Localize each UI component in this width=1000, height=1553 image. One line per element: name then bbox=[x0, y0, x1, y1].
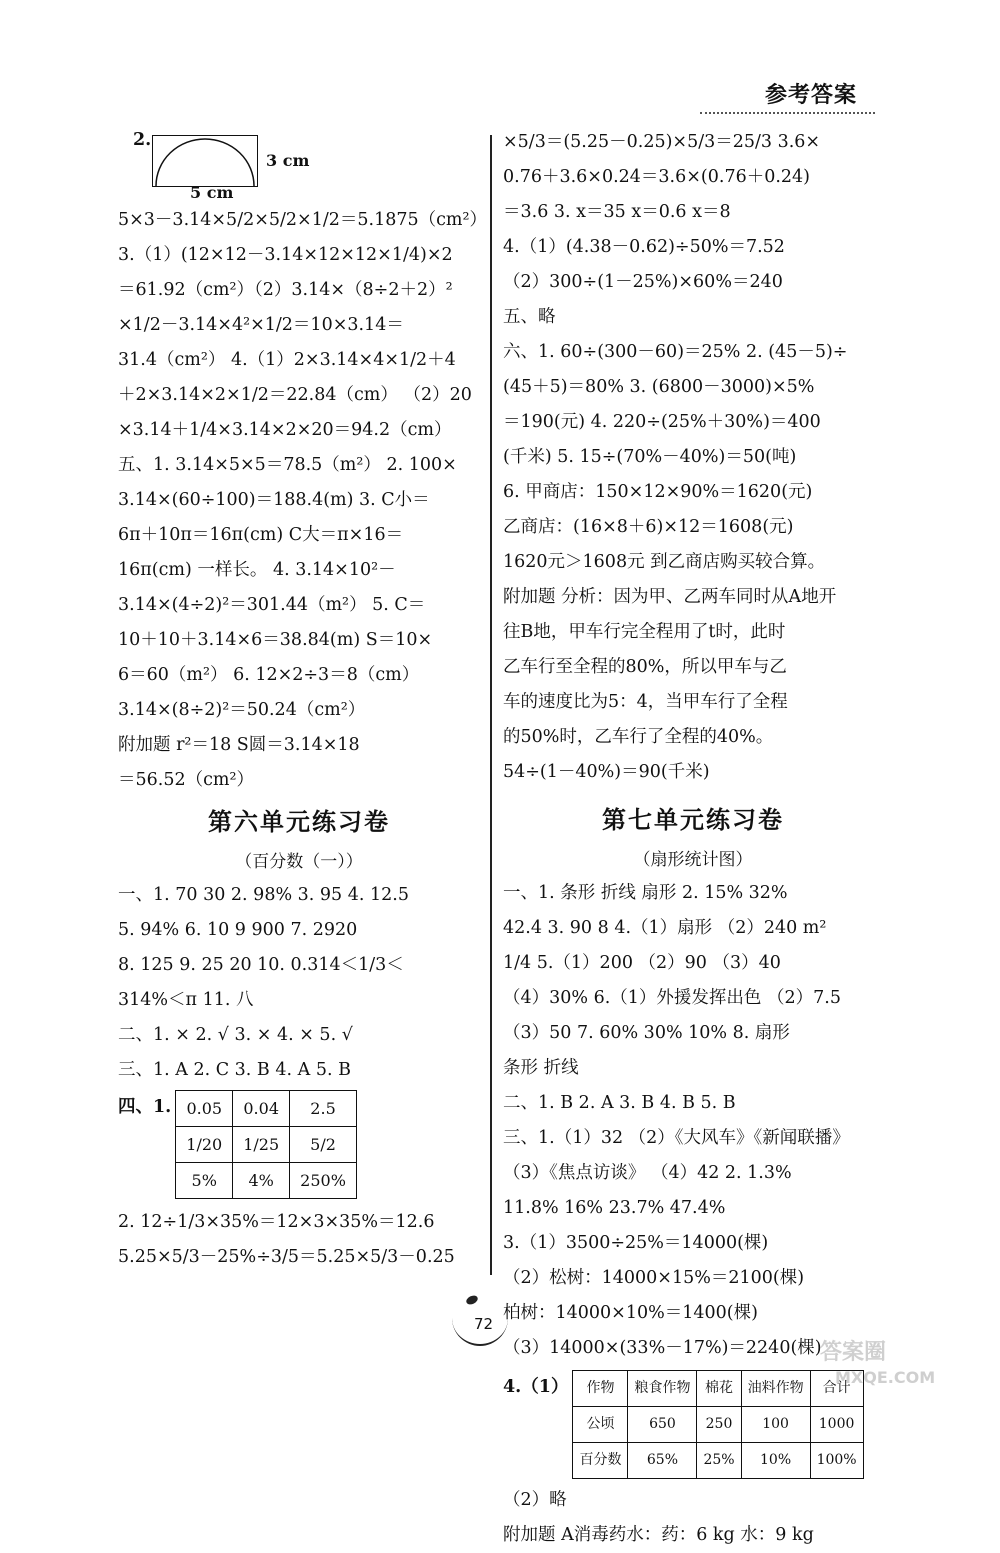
answer-line: 柏树：14000×10%＝1400(棵) bbox=[503, 1303, 758, 1323]
answer-line: 3.14×(60÷100)＝188.4(m) 3. C小＝ bbox=[118, 490, 430, 510]
left-answer-block-2 bbox=[118, 878, 480, 1088]
section6-title: 第六单元练习卷 bbox=[208, 808, 390, 836]
answer-line: 16π(cm) 一样长。 4. 3.14×10²－ bbox=[118, 560, 396, 580]
answer-line: 5. 94% 6. 10 9 900 7. 2920 bbox=[118, 920, 358, 940]
column-divider bbox=[490, 135, 492, 1275]
table-cell: 250% bbox=[290, 1163, 357, 1199]
answer-line: 5×3－3.14×5/2×5/2×1/2＝5.1875（cm²） bbox=[118, 210, 488, 230]
answer-line: ＝190(元) 4. 220÷(25%＋30%)＝400 bbox=[503, 412, 821, 432]
semicircle-shape bbox=[153, 136, 257, 186]
answer-line: 五、1. 3.14×5×5＝78.5（m²） 2. 100× bbox=[118, 455, 457, 475]
section7-subtitle: （扇形统计图） bbox=[633, 850, 753, 870]
answer-line: (45＋5)＝80% 3. (6800－3000)×5% bbox=[503, 377, 815, 397]
table-label: 四、1. bbox=[118, 1097, 172, 1117]
answer-line: （2）300÷(1－25%)×60%＝240 bbox=[503, 272, 783, 292]
section7-title: 第七单元练习卷 bbox=[602, 806, 784, 834]
table-cell: 粮食作物 bbox=[628, 1371, 697, 1407]
answer-line: ×5/3＝(5.25－0.25)×5/3＝25/3 3.6× bbox=[503, 132, 821, 152]
answer-line: （3）50 7. 60% 30% 10% 8. 扇形 bbox=[503, 1023, 790, 1043]
answer-line: 11.8% 16% 23.7% 47.4% bbox=[503, 1198, 726, 1218]
answer-line: 3.14×(4÷2)²＝301.44（m²） 5. C＝ bbox=[118, 595, 426, 615]
answer-line: 条形 折线 bbox=[503, 1058, 579, 1078]
crop-table bbox=[572, 1370, 863, 1479]
table-row-wrap bbox=[118, 1090, 480, 1199]
left-column bbox=[118, 125, 488, 1275]
answer-line: ×1/2－3.14×4²×1/2＝10×3.14＝ bbox=[118, 315, 404, 335]
answer-line: 10＋10＋3.14×6＝38.84(m) S＝10× bbox=[118, 630, 433, 650]
table-cell: 2.5 bbox=[290, 1091, 357, 1127]
table-cell: 5/2 bbox=[290, 1127, 357, 1163]
answer-line: 往B地，甲车行完全程用了t时，此时 bbox=[503, 622, 786, 642]
crop-table-label: 4.（1） bbox=[503, 1377, 569, 1397]
table-cell: 100 bbox=[741, 1407, 810, 1443]
table-cell: 合计 bbox=[810, 1371, 863, 1407]
table-cell: 1/20 bbox=[176, 1127, 233, 1163]
answer-line: ＝61.92（cm²）（2）3.14×（8÷2＋2）² bbox=[118, 280, 453, 300]
answer-line: 乙商店：(16×8＋6)×12＝1608(元) bbox=[503, 517, 794, 537]
answer-line: （2）略 bbox=[503, 1490, 567, 1510]
table-cell: 棉花 bbox=[697, 1371, 741, 1407]
table-cell: 油料作物 bbox=[741, 1371, 810, 1407]
answer-line: 8. 125 9. 25 20 10. 0.314＜1/3＜ bbox=[118, 955, 404, 975]
answer-line: 54÷(1－40%)＝90(千米) bbox=[503, 762, 710, 782]
answer-line: 42.4 3. 90 8 4.（1）扇形 （2）240 m² bbox=[503, 918, 827, 938]
diagram-number: 2. bbox=[133, 130, 152, 150]
answer-line: 二、1. B 2. A 3. B 4. B 5. B bbox=[503, 1093, 736, 1113]
table-cell: 0.05 bbox=[176, 1091, 233, 1127]
answer-line: 六、1. 60÷(300－60)＝25% 2. (45－5)÷ bbox=[503, 342, 848, 362]
answer-line: ＋2×3.14×2×1/2＝22.84（cm） （2）20 bbox=[118, 385, 472, 405]
width-label: 5 cm bbox=[190, 183, 234, 202]
answer-line: 的50%时，乙车行了全程的40%。 bbox=[503, 727, 774, 747]
answer-line: 3.（1）(12×12－3.14×12×12×1/4)×2 bbox=[118, 245, 453, 265]
table-cell: 25% bbox=[697, 1443, 741, 1479]
answer-line: 2. 12÷1/3×35%＝12×3×35%＝12.6 bbox=[118, 1212, 435, 1232]
semicircle-diagram bbox=[118, 125, 480, 203]
table-cell: 1/25 bbox=[233, 1127, 290, 1163]
answer-line: ＝3.6 3. x＝35 x＝0.6 x＝8 bbox=[503, 202, 731, 222]
answer-line: 一、1. 条形 折线 扇形 2. 15% 32% bbox=[503, 883, 788, 903]
answer-line: 1/4 5.（1）200 （2）90 （3）40 bbox=[503, 953, 781, 973]
answer-line: 3.14×(8÷2)²＝50.24（cm²） bbox=[118, 700, 366, 720]
right-answer-block-2 bbox=[503, 876, 883, 1366]
answer-line: 一、1. 70 30 2. 98% 3. 95 4. 12.5 bbox=[118, 885, 409, 905]
answer-line: (千米) 5. 15÷(70%－40%)＝50(吨) bbox=[503, 447, 797, 467]
right-answer-block-3 bbox=[503, 1483, 883, 1553]
answer-line: 6＝60（m²） 6. 12×2÷3＝8（cm） bbox=[118, 665, 420, 685]
table-cell: 10% bbox=[741, 1443, 810, 1479]
height-label: 3 cm bbox=[266, 151, 310, 170]
answer-line: 6π＋10π＝16π(cm) C大＝π×16＝ bbox=[118, 525, 404, 545]
answer-line: （4）30% 6.（1）外援发挥出色 （2）7.5 bbox=[503, 988, 841, 1008]
header-rule bbox=[700, 112, 875, 114]
table-cell: 公顷 bbox=[573, 1407, 628, 1443]
answer-line: 3.（1）3500÷25%＝14000(棵) bbox=[503, 1233, 769, 1253]
table-row bbox=[176, 1163, 357, 1199]
right-answer-block-1 bbox=[503, 125, 883, 790]
table-cell: 百分数 bbox=[573, 1443, 628, 1479]
table-cell: 作物 bbox=[573, 1371, 628, 1407]
answer-line: 车的速度比为5：4，当甲车行了全程 bbox=[503, 692, 788, 712]
answer-line: 1620元＞1608元 到乙商店购买较合算。 bbox=[503, 552, 826, 572]
answer-line: ＝56.52（cm²） bbox=[118, 770, 255, 790]
table-cell: 650 bbox=[628, 1407, 697, 1443]
answer-line: 乙车行至全程的80%，所以甲车与乙 bbox=[503, 657, 787, 677]
percent-table bbox=[175, 1090, 357, 1199]
crop-table-wrap bbox=[503, 1370, 883, 1479]
rectangle-shape bbox=[152, 135, 258, 187]
answer-line: （3）14000×(33%－17%)＝2240(棵) bbox=[503, 1338, 822, 1358]
answer-line: 0.76＋3.6×0.24＝3.6×(0.76＋0.24) bbox=[503, 167, 811, 187]
table-row bbox=[573, 1407, 863, 1443]
answer-line: （2）松树：14000×15%＝2100(棵) bbox=[503, 1268, 805, 1288]
page-header-title: 参考答案 bbox=[765, 83, 858, 108]
answer-line: 附加题 A消毒药水：药：6 kg 水：9 kg bbox=[503, 1525, 814, 1545]
answer-line: 31.4（cm²） 4.（1）2×3.14×4×1/2＋4 bbox=[118, 350, 456, 370]
answer-line: ×3.14＋1/4×3.14×2×20＝94.2（cm） bbox=[118, 420, 452, 440]
table-cell: 1000 bbox=[810, 1407, 863, 1443]
answer-line: 二、1. × 2. √ 3. × 4. × 5. √ bbox=[118, 1025, 353, 1045]
table-cell: 0.04 bbox=[233, 1091, 290, 1127]
page-number: 72 bbox=[474, 1315, 494, 1333]
watermark-logo: 答案圈 bbox=[820, 1340, 887, 1365]
table-cell: 65% bbox=[628, 1443, 697, 1479]
table-cell: 100% bbox=[810, 1443, 863, 1479]
left-answer-block-3 bbox=[118, 1205, 480, 1275]
answer-line: 5.25×5/3－25%÷3/5＝5.25×5/3－0.25 bbox=[118, 1247, 455, 1267]
table-row bbox=[176, 1127, 357, 1163]
table-row bbox=[573, 1443, 863, 1479]
answer-line: （3）《焦点访谈》 （4）42 2. 1.3% bbox=[503, 1163, 792, 1183]
answer-line: 6. 甲商店：150×12×90%＝1620(元) bbox=[503, 482, 813, 502]
answer-line: 三、1. A 2. C 3. B 4. A 5. B bbox=[118, 1060, 351, 1080]
answer-line: 五、略 bbox=[503, 307, 556, 327]
table-cell: 5% bbox=[176, 1163, 233, 1199]
watermark-url: MXQE.COM bbox=[835, 1368, 936, 1387]
answer-line: 314%＜π 11. 八 bbox=[118, 990, 254, 1010]
section6-subtitle: （百分数（一）） bbox=[235, 852, 363, 872]
left-answer-block-1 bbox=[118, 203, 488, 798]
answer-line: 附加题 r²＝18 S圆＝3.14×18 bbox=[118, 735, 360, 755]
answer-line: 4.（1）(4.38－0.62)÷50%＝7.52 bbox=[503, 237, 785, 257]
answer-line: 附加题 分析：因为甲、乙两车同时从A地开 bbox=[503, 587, 837, 607]
table-cell: 250 bbox=[697, 1407, 741, 1443]
table-row bbox=[573, 1371, 863, 1407]
answer-line: 三、1.（1）32 （2）《大风车》《新闻联播》 bbox=[503, 1128, 850, 1148]
table-row bbox=[176, 1091, 357, 1127]
table-cell: 4% bbox=[233, 1163, 290, 1199]
